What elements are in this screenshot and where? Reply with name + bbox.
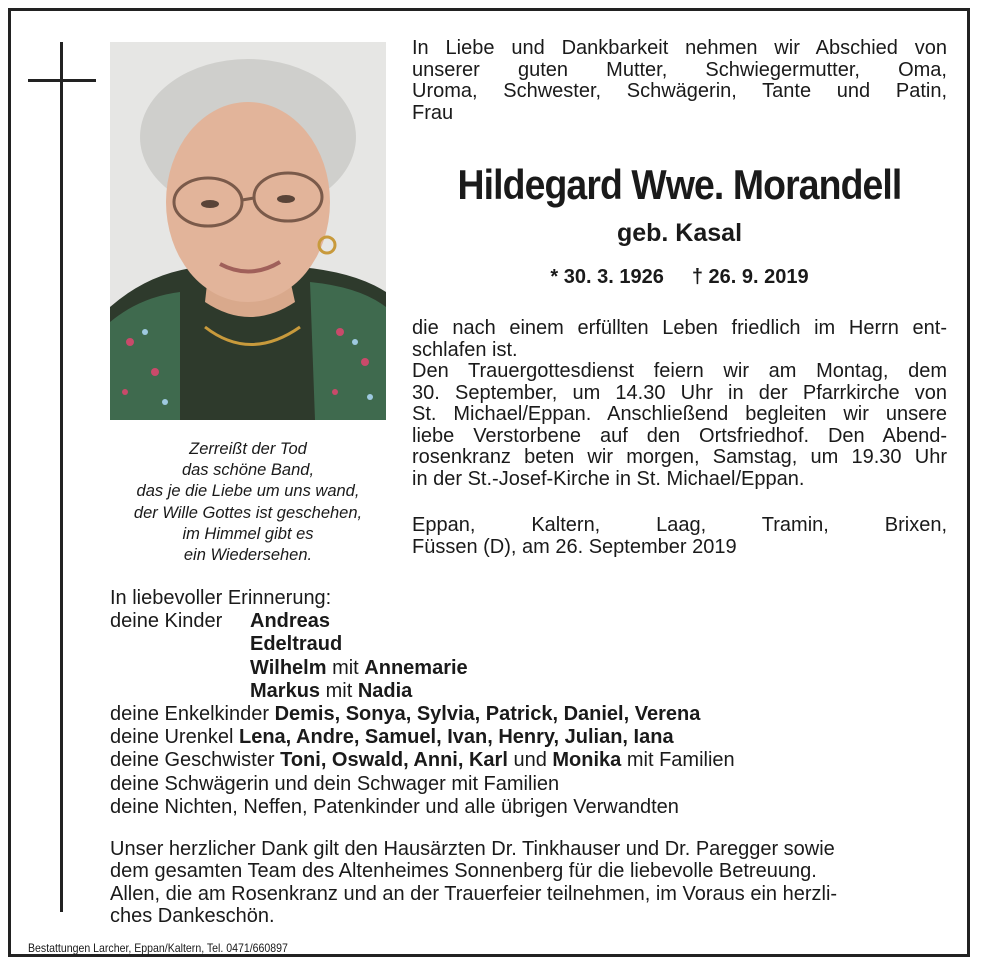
kid-name: Edeltraud bbox=[250, 633, 343, 656]
family-list bbox=[110, 587, 940, 819]
memorial-poem bbox=[110, 439, 386, 566]
greatgrandkids-names: Lena, Andre, Samuel, Ivan, Henry, Julian, Iana bbox=[238, 726, 674, 749]
announcement-line: in der St.-Josef-Kirche in St. Michael/Eppan. bbox=[412, 467, 805, 490]
poem-line: ein Wiedersehen. bbox=[183, 546, 313, 565]
grandkids-names: Demis, Sonya, Sylvia, Patrick, Daniel, Verena bbox=[274, 703, 701, 726]
poem-line: der Wille Gottes ist geschehen, bbox=[133, 503, 363, 522]
intro-line: Frau bbox=[412, 101, 454, 124]
kid-name: Wilhelm bbox=[250, 656, 327, 679]
sibling-name: Monika bbox=[552, 749, 622, 772]
intro-line: Uroma, Schwester, Schwägerin, Tante und Patin, bbox=[412, 80, 947, 102]
family-heading: In liebevoller Erinnerung: bbox=[110, 587, 332, 609]
intro-text bbox=[412, 38, 947, 124]
siblings-label: deine Geschwister bbox=[110, 749, 275, 772]
intro-line: In Liebe und Dankbarkeit nehmen wir Abschied von bbox=[412, 37, 947, 59]
place-line: Eppan, Kaltern, Laag, Tramin, Brixen, bbox=[412, 514, 947, 536]
kids-label: deine Kinder bbox=[110, 610, 223, 633]
portrait-photo bbox=[110, 42, 386, 420]
inlaws-line: deine Schwägerin und dein Schwager mit Familien bbox=[110, 772, 560, 795]
birth-date: * 30. 3. 1926 bbox=[550, 266, 664, 288]
announcement-line: Den Trauergottesdienst feiern wir am Montag, dem bbox=[412, 360, 947, 382]
kid-name: Andreas bbox=[250, 610, 331, 633]
death-date: † 26. 9. 2019 bbox=[691, 266, 809, 288]
intro-line: unserer guten Mutter, Schwiegermutter, Oma, bbox=[412, 58, 947, 81]
thanks-text bbox=[110, 838, 950, 927]
siblings-suffix: mit Familien bbox=[626, 749, 735, 772]
thanks-line: Unser herzlicher Dank gilt den Hausärzten Dr. Tinkhauser und Dr. Paregger sowie bbox=[110, 838, 835, 860]
place-and-date bbox=[412, 515, 947, 558]
cross-icon-bar bbox=[28, 79, 96, 82]
place-line: Füssen (D), am 26. September 2019 bbox=[412, 535, 737, 558]
thanks-line: Allen, die am Rosenkranz und an der Trauerfeier teilnehmen, im Voraus ein herzli- bbox=[110, 882, 838, 905]
partner-name: Annemarie bbox=[364, 656, 468, 679]
and-word: und bbox=[513, 749, 547, 772]
with-word: mit bbox=[325, 679, 353, 702]
life-dates bbox=[412, 263, 947, 291]
funeral-home-footer: Bestattungen Larcher, Eppan/Kaltern, Tel. 0471/660897 bbox=[28, 941, 288, 955]
announcement-line: 30. September, um 14.30 Uhr in der Pfarrkirche von bbox=[412, 381, 947, 404]
with-word: mit bbox=[332, 656, 359, 679]
announcement-line: die nach einem erfüllten Leben friedlich im Herrn ent- bbox=[412, 317, 947, 339]
cross-icon bbox=[60, 42, 63, 912]
announcement-line: St. Michael/Eppan. Anschließend begleiten wir unsere bbox=[412, 403, 947, 425]
maiden-name: geb. Kasal bbox=[616, 219, 743, 247]
poem-line: im Himmel gibt es bbox=[182, 524, 314, 543]
partner-name: Nadia bbox=[357, 679, 413, 702]
announcement-line: schlafen ist. bbox=[412, 338, 518, 361]
siblings-names: Toni, Oswald, Anni, Karl bbox=[280, 749, 508, 772]
poem-line: das schöne Band, bbox=[181, 461, 315, 480]
announcement-text bbox=[412, 318, 947, 490]
thanks-line: ches Dankeschön. bbox=[110, 904, 275, 927]
deceased-name: Hildegard Wwe. Morandell bbox=[457, 161, 902, 208]
thanks-line: dem gesamten Team des Altenheimes Sonnenberg für die liebevolle Betreuung. bbox=[110, 860, 817, 883]
poem-line: Zerreißt der Tod bbox=[189, 440, 307, 458]
grandkids-label: deine Enkelkinder bbox=[110, 703, 269, 726]
announcement-line: rosenkranz beten wir morgen, Samstag, um 19.30 Uhr bbox=[412, 446, 947, 468]
kid-name: Markus bbox=[250, 679, 321, 702]
greatgrandkids-label: deine Urenkel bbox=[110, 726, 234, 749]
announcement-line: liebe Verstorbene auf den Ortsfriedhof. Den Abend- bbox=[412, 424, 947, 447]
poem-line: das je die Liebe um uns wand, bbox=[136, 482, 360, 501]
relatives-line: deine Nichten, Neffen, Patenkinder und alle übrigen Verwandten bbox=[110, 795, 679, 818]
